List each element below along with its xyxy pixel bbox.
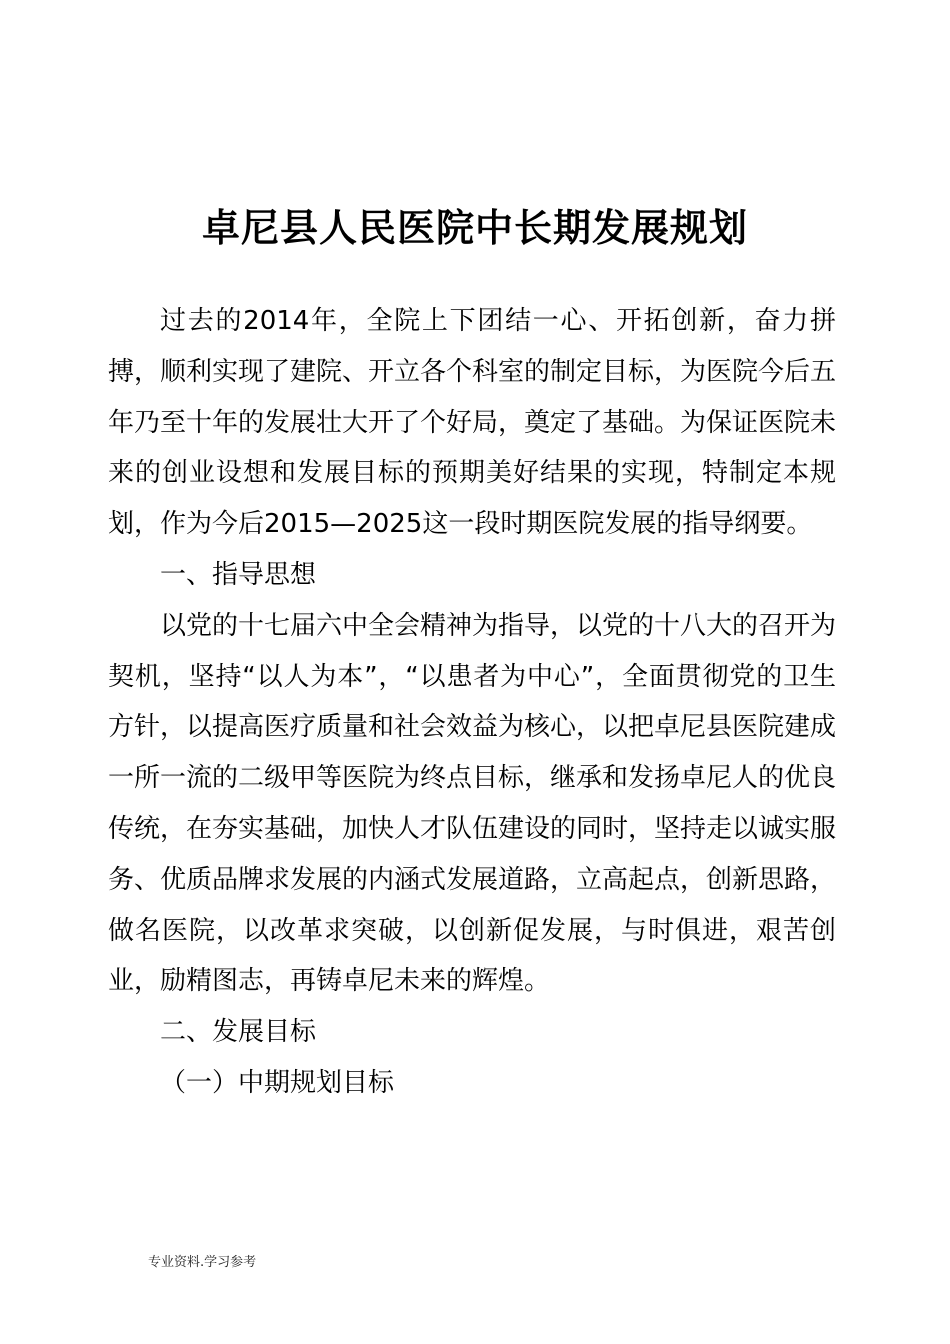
- document-title: 卓尼县人民医院中长期发展规划: [201, 206, 748, 250]
- footer-note: 专业资料.学习参考: [148, 1255, 257, 1270]
- guiding-ideology-paragraph: 以党的十七届六中全会精神为指导，以党的十八大的召开为契机，坚持“以人为本”，“以患者为中心”，全面贯彻党的卫生方针，以提高医疗质量和社会效益为核心，以把卓尼县医院建成一所一流的二级甲等医院为终点目标，继承和发扬卓尼人的优良传统，在夯实基础，加快人才队伍建设的同时，坚持走以诚实服务、优质品牌求发展的内涵式发展道路，立高起点，创新思路，做名医院，以改革求突破，以创新促发展，与时俱进，艰苦创业，励精图志，再铸卓尼未来的辉煌。: [108, 610, 837, 997]
- document-body: [108, 296, 836, 1109]
- section-heading-development-goals: 二、发展目标: [160, 1017, 317, 1048]
- subsection-heading-mid-term-goals: （一）中期规划目标: [160, 1067, 395, 1098]
- intro-paragraph: 过去的2014年，全院上下团结一心、开拓创新，奋力拼搏，顺利实现了建院、开立各个科室的制定目标，为医院今后五年乃至十年的发展壮大开了个好局，奠定了基础。为保证医院未来的创业设想和发展目标的预期美好结果的实现，特制定本规划，作为今后2015—2025这一段时期医院发展的指导纲要。: [108, 306, 837, 540]
- section-heading-guiding-ideology: 一、指导思想: [160, 559, 317, 590]
